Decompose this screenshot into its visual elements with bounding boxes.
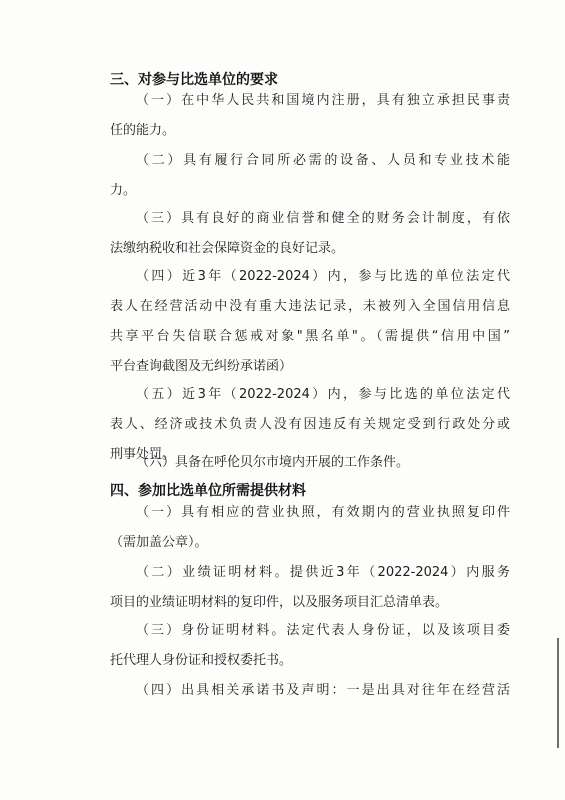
paragraph-line: 托代理人身份证和授权委托书。 xyxy=(110,653,293,668)
paragraph-line: （三）具有良好的商业信誉和健全的财务会计制度，有依 xyxy=(136,211,510,226)
paragraph-line: （四）出具相关承诺书及声明：一是出具对往年在经营活 xyxy=(136,683,510,698)
paragraph-3-3 xyxy=(110,204,510,264)
paragraph-line: （四）近3年（2022-2024）内，参与比选的单位法定代 xyxy=(136,269,510,284)
paragraph-4-2 xyxy=(110,558,510,618)
paragraph-3-1 xyxy=(110,86,510,146)
paragraph-line: （三）身份证明材料。法定代表人身份证，以及该项目委 xyxy=(136,623,510,638)
paragraph-line: 法缴纳税收和社会保障资金的良好记录。 xyxy=(110,241,345,256)
paragraph-line: （一）具有相应的营业执照，有效期内的营业执照复印件 xyxy=(136,505,510,520)
paragraph-line: （一）在中华人民共和国境内注册，具有独立承担民事责 xyxy=(136,93,510,108)
paragraph-line: （需加盖公章）。 xyxy=(110,535,208,550)
paragraph-line: 共享平台失信联合惩戒对象"黑名单"。（需提供“信用中国” xyxy=(110,329,510,344)
section-heading-4: 四、参加比选单位所需提供材料 xyxy=(110,483,306,499)
paragraph-line: 刑事处罚。 xyxy=(110,447,176,462)
paragraph-line: （二）具有履行合同所必需的设备、人员和专业技术能 xyxy=(136,153,510,168)
paragraph-line: 表人在经营活动中没有重大违法记录，未被列入全国信用信息 xyxy=(110,299,510,314)
paragraph-line: （二）业绩证明材料。提供近3年（2022-2024）内服务 xyxy=(136,565,510,580)
paragraph-4-3 xyxy=(110,616,510,676)
paragraph-line: 项目的业绩证明材料的复印件，以及服务项目汇总清单表。 xyxy=(110,595,449,610)
paragraph-line: （五）近3年（2022-2024）内，参与比选的单位法定代 xyxy=(136,387,510,402)
paragraph-3-2 xyxy=(110,146,510,206)
section-heading-3: 三、对参与比选单位的要求 xyxy=(110,72,278,88)
paragraph-line: （六）具备在呼伦贝尔市境内开展的工作条件。 xyxy=(136,455,410,470)
paragraph-line: 表人、经济或技术负责人没有因违反有关规定受到行政处分或 xyxy=(110,417,510,432)
paragraph-line: 任的能力。 xyxy=(110,123,176,138)
paragraph-4-1 xyxy=(110,498,510,558)
scan-edge-mark xyxy=(557,638,559,748)
paragraph-3-4 xyxy=(110,262,510,382)
paragraph-3-6 xyxy=(110,448,510,478)
paragraph-line: 力。 xyxy=(110,183,137,198)
paragraph-line: 平台查询截图及无纠纷承诺函） xyxy=(110,359,293,374)
paragraph-4-4 xyxy=(110,676,510,706)
